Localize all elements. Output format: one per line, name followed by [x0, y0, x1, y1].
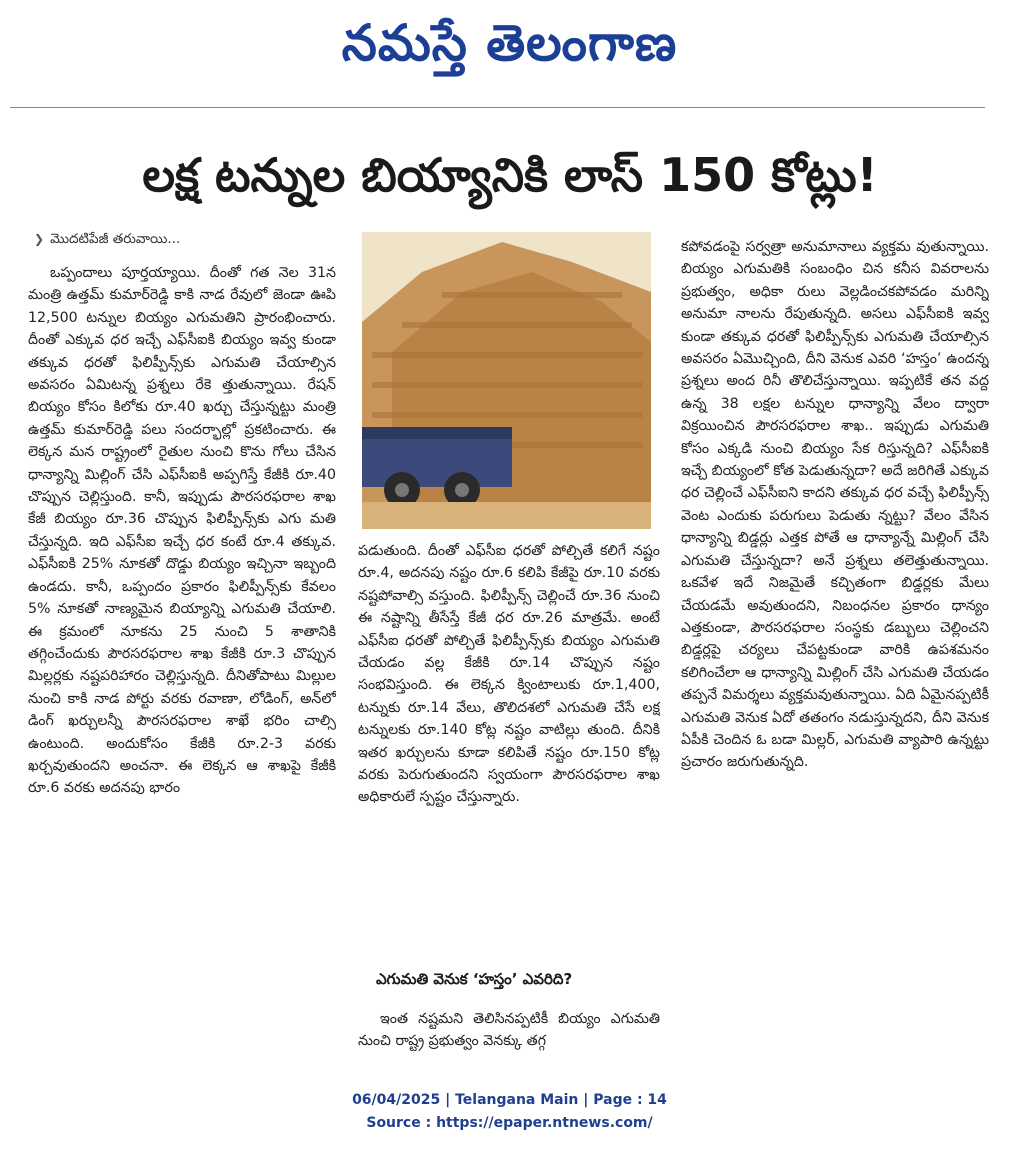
edition-info: 06/04/2025 | Telangana Main | Page : 14 — [352, 1092, 667, 1108]
article-paragraph: ఇంత నష్టమని తెలిసినప్పటికీ బియ్యం ఎగుమతి నుంచి రాష్ట్ర ప్రభుత్వం వెనక్కు తగ్గ — [358, 1011, 660, 1050]
article-column-3 — [681, 236, 989, 1066]
article-column-2-continued — [358, 1008, 660, 1064]
chevron-right-icon: ❯ — [34, 232, 45, 246]
article-paragraph: కపోవడంపై సర్వత్రా అనుమానాలు వ్యక్తమ వుతున్నాయి. బియ్యం ఎగుమతికి సంబంధిం చిన కనీస వివరాలను ప్రభుత్వం, అధికా రులు వెల్లడించకపోవడం మరిన్ని అనుమా నాలను రేపుతున్నది. అసలు ఎఫ్‌సీఐకి ఇవ్వ కుండా తక్కువ ధరతో ఫిలిప్పీన్స్‌కు ఎగుమతి చేయాల్సిన అవసరం ఏమొచ్చింది, దీని వెనుక ఎవరి ‘హస్తం’ ఉందన్న ప్రశ్నలు అంద రినీ తొలిచేస్తున్నాయి. ఇప్పటికే తన వద్ద ఉన్న 38 లక్షల టన్నుల ధాన్యాన్ని వేలం ద్వారా విక్రయించిన పౌరసరఫరాల శాఖ.. ఇప్పుడు ఎగుమతి కోసం ఎక్కడి నుంచి బియ్యం సేక రిస్తున్నది? ఎఫ్‌సీఐకి ఇచ్చే బియ్యంలో కోత పెడుతున్నదా? అదే జరిగితే ఎక్కువ ధర చెల్లించే ఎఫ్‌సీఐని కాదని తక్కువ ధర వచ్చే ఫిలిప్పీన్స్ వెంట ఎందుకు పరుగులు పెడుతు న్నట్టు? వేలం వేసిన ధాన్యాన్ని బిడ్డర్లు ఎత్తక పోతే ఆ ధాన్యాన్నే మిల్లింగ్ చేసి ఎగుమతి చేస్తున్నదా? అనే ప్రశ్నలు తలెత్తుతున్నాయి. ఒకవేళ ఇదే నిజమైతే కచ్చితంగా బిడ్డర్లకు మేలు చేయడమే అవుతుందని, నిబంధనల ప్రకారం ధాన్యం ఎత్తకుండా, పౌరసరఫరాల సంస్థకు డబ్బులు చెల్లించని బిడ్డర్లపై చర్యలు చేపట్టకుండా వారికి ఉపశమనం కలిగించేలా ఆ ధాన్యాన్ని మిల్లింగ్ చేసి ఎగుమతి చేయడం తప్పనే విమర్శలు వ్యక్తమవుతున్నాయి. ఏది ఏమైనప్పటికీ ఎగుమతి వెనుక ఏదో తతంగం నడుస్తున్నదని, దీని వెనుక ఏపీకి చెందిన ఓ బడా మిల్లర్, ఎగుమతి వ్యాపారి ఉన్నట్టు ప్రచారం జరుగుతున్నది. — [681, 239, 989, 771]
rice-bags-truck-illustration — [362, 232, 651, 529]
continued-from-label — [34, 228, 180, 250]
article-column-1 — [28, 262, 336, 1062]
article-subheading: ఎగుమతి వెనుక ‘హస్తం’ ఎవరిది? — [376, 970, 573, 988]
article-headline: లక్ష టన్నుల బియ్యానికి లాస్ 150 కోట్లు! — [142, 148, 878, 202]
masthead-divider — [10, 107, 985, 108]
masthead-logo: నమస్తే తెలంగాణ — [341, 13, 678, 72]
source-link[interactable]: Source : https://epaper.ntnews.com/ — [366, 1115, 653, 1131]
article-photo-rice-bags-truck — [362, 232, 651, 529]
article-paragraph: ఒప్పందాలు పూర్తయ్యాయి. దీంతో గత నెల 31న మంత్రి ఉత్తమ్ కుమార్‌రెడ్డి కాకి నాడ రేవులో జెండా ఊపి 12,500 టన్నుల బియ్యం ఎగుమతిని ప్రారంభించారు. దీంతో ఎక్కువ ధర ఇచ్చే ఎఫ్‌సీఐకి బియ్యం ఇవ్వ కుండా తక్కువ ధరతో ఫిలిప్పీన్స్‌కు ఎగుమతి చేయాల్సిన అవసరం ఏమిటన్న ప్రశ్నలు రేకె త్తుతున్నాయి. రేషన్ బియ్యం కోసం కిలోకు రూ.40 ఖర్చు చేస్తున్నట్టు మంత్రి ఉత్తమ్ కుమార్‌రెడ్డి పలు సందర్భాల్లో ప్రకటించారు. ఈ లెక్కన మన రాష్ట్రంలో రైతుల నుంచి కొను గోలు చేసిన ధాన్యాన్ని మిల్లింగ్ చేసి ఎఫ్‌సీఐకి అప్పగిస్తే కేజీకి రూ.40 చొప్పున చెల్లిస్తుంది. కానీ, ఇప్పుడు పౌరసరఫరాల శాఖ కేజీ బియ్యం రూ.36 చొప్పున ఫిలిప్పీన్స్‌కు ఎగు మతి చేస్తున్నది. ఇది ఎఫ్‌సీఐ ఇచ్చే ధర కంటే రూ.4 తక్కువ. ఎఫ్‌సీఐకి 25% నూకతో దొడ్డు బియ్యం ఇచ్చినా ఇబ్బంది ఉండదు. కానీ, ఒప్పందం ప్రకారం ఫిలిప్పీన్స్‌కు కేవలం 5% నూకతో నాణ్యమైన బియ్యాన్ని ఎగుమతి చేయాలి. ఈ క్రమంలో నూకను 25 నుంచి 5 శాతానికి తగ్గించేందుకు పౌరసరఫరాల శాఖ కేజీకి రూ.3 చొప్పున మిల్లర్లకు నష్టపరిహారం చెల్లిస్తున్నది. దీనితోపాటు మిల్లుల నుంచి కాకి నాడ పోర్టు వరకు రవాణా, లోడింగ్, అన్‌లో డింగ్ ఖర్చులన్నీ పౌరసరఫరాల శాఖే భరిం చాల్సి ఉంటుంది. అందుకోసం కేజీకి రూ.2-3 వరకు ఖర్చవుతుందని అంచనా. ఈ లెక్కన ఆ శాఖపై కేజీకి రూ.6 వరకు అదనపు భారం — [28, 265, 336, 797]
continued-from-text: మొదటిపేజీ తరువాయి... — [50, 231, 181, 247]
article-paragraph: పడుతుంది. దీంతో ఎఫ్‌సీఐ ధరతో పోల్చితే కలిగే నష్టం రూ.4, అదనపు నష్టం రూ.6 కలిపి కేజీపై రూ.10 వరకు నష్టపోవాల్సి వస్తుంది. ఫిలిప్పీన్స్ చెల్లించే రూ.36 నుంచి ఈ నష్టాన్ని తీసేస్తే కేజీ ధర రూ.26 మాత్రమే. అంటే ఎఫ్‌సీఐ ధరతో పోల్చితే ఫిలిప్పీన్స్‌కు బియ్యం ఎగుమతి చేయడం వల్ల కేజీకి రూ.14 చొప్పున నష్టం సంభవిస్తుంది. ఈ లెక్కన క్వింటాలుకు రూ.1,400, టన్నుకు రూ.14 వేలు, తొలిదశలో ఎగుమతి చేసే లక్ష టన్నులకు రూ.140 కోట్ల నష్టం వాటిల్లు తుంది. దీనికి ఇతర ఖర్చులను కూడా కలిపితే నష్టం రూ.150 కోట్ల వరకు పెరుగుతుందని స్వయంగా పౌరసరఫరాల శాఖ అధికారులే స్పష్టం చేస్తున్నారు. — [358, 543, 660, 806]
